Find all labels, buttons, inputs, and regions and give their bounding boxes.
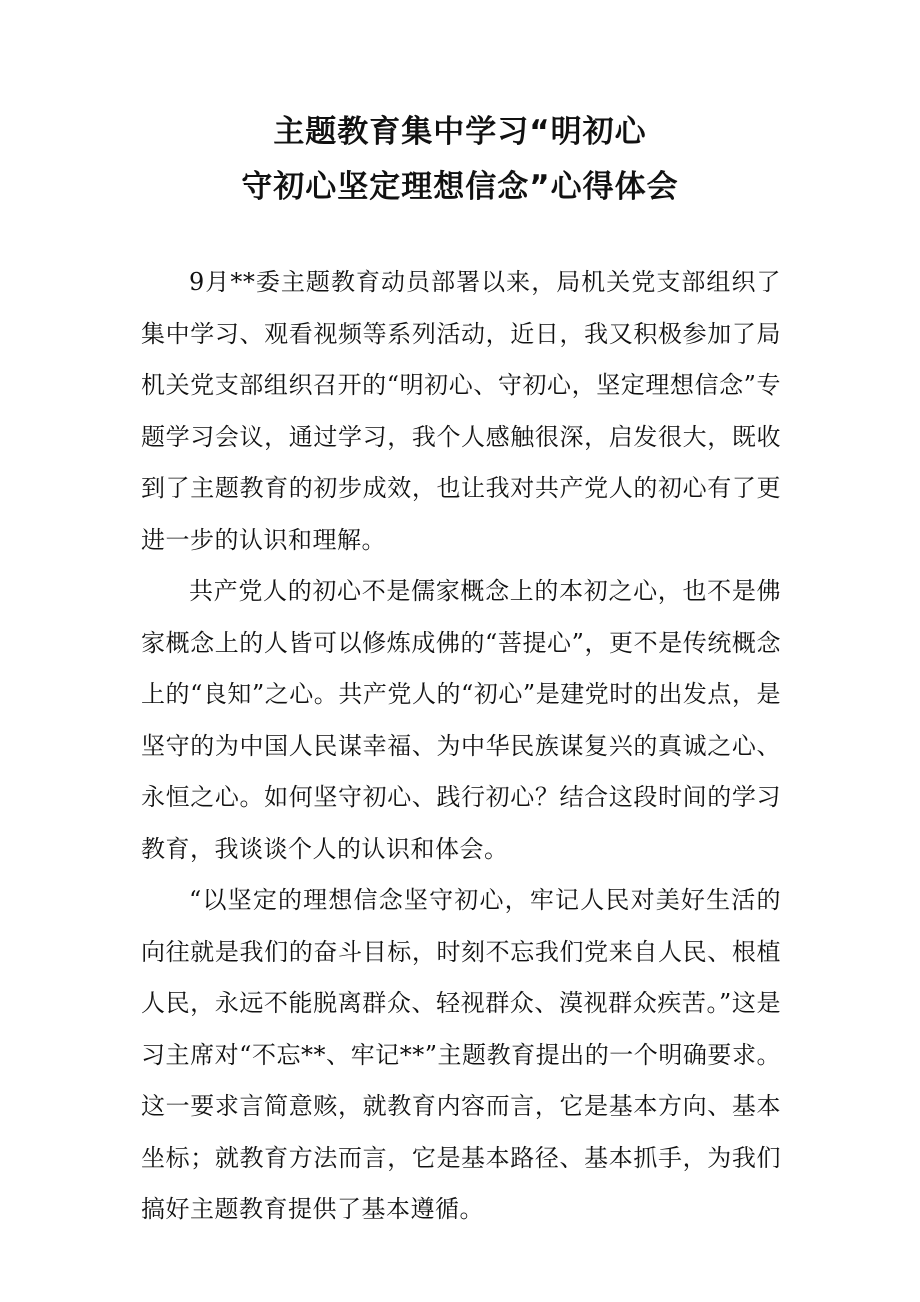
document-body (141, 257, 781, 1236)
document-title-line-1: 主题教育集中学习“明初心 (273, 114, 647, 150)
document-title-line-2: 守初心坚定理想信念”心得体会 (241, 169, 679, 205)
paragraph-1: 9月**委主题教育动员部署以来，局机关党支部组织了集中学习、观看视频等系列活动，近日，我又积极参加了局机关党支部组织召开的“明初心、守初心，坚定理想信念”专题学习会议，通过学习，我个人感触很深，启发很大，既收到了主题教育的初步成效，也让我对共产党人的初心有了更进一步的认识和理解。 (141, 268, 781, 554)
paragraph-3: “以坚定的理想信念坚守初心，牢记人民对美好生活的向往就是我们的奋斗目标，时刻不忘我们党来自人民、根植人民，永远不能脱离群众、轻视群众、漠视群众疾苦。”这是习主席对“不忘**、牢记**”主题教育提出的一个明确要求。这一要求言简意赅，就教育内容而言，它是基本方向、基本坐标；就教育方法而言，它是基本路径、基本抓手，为我们搞好主题教育提供了基本遵循。 (141, 886, 781, 1223)
paragraph-2: 共产党人的初心不是儒家概念上的本初之心，也不是佛家概念上的人皆可以修炼成佛的“菩提心”，更不是传统概念上的“良知”之心。共产党人的“初心”是建党时的出发点，是坚守的为中国人民谋幸福、为中华民族谋复兴的真诚之心、永恒之心。如何坚守初心、践行初心？结合这段时间的学习教育，我谈谈个人的认识和体会。 (141, 577, 781, 863)
